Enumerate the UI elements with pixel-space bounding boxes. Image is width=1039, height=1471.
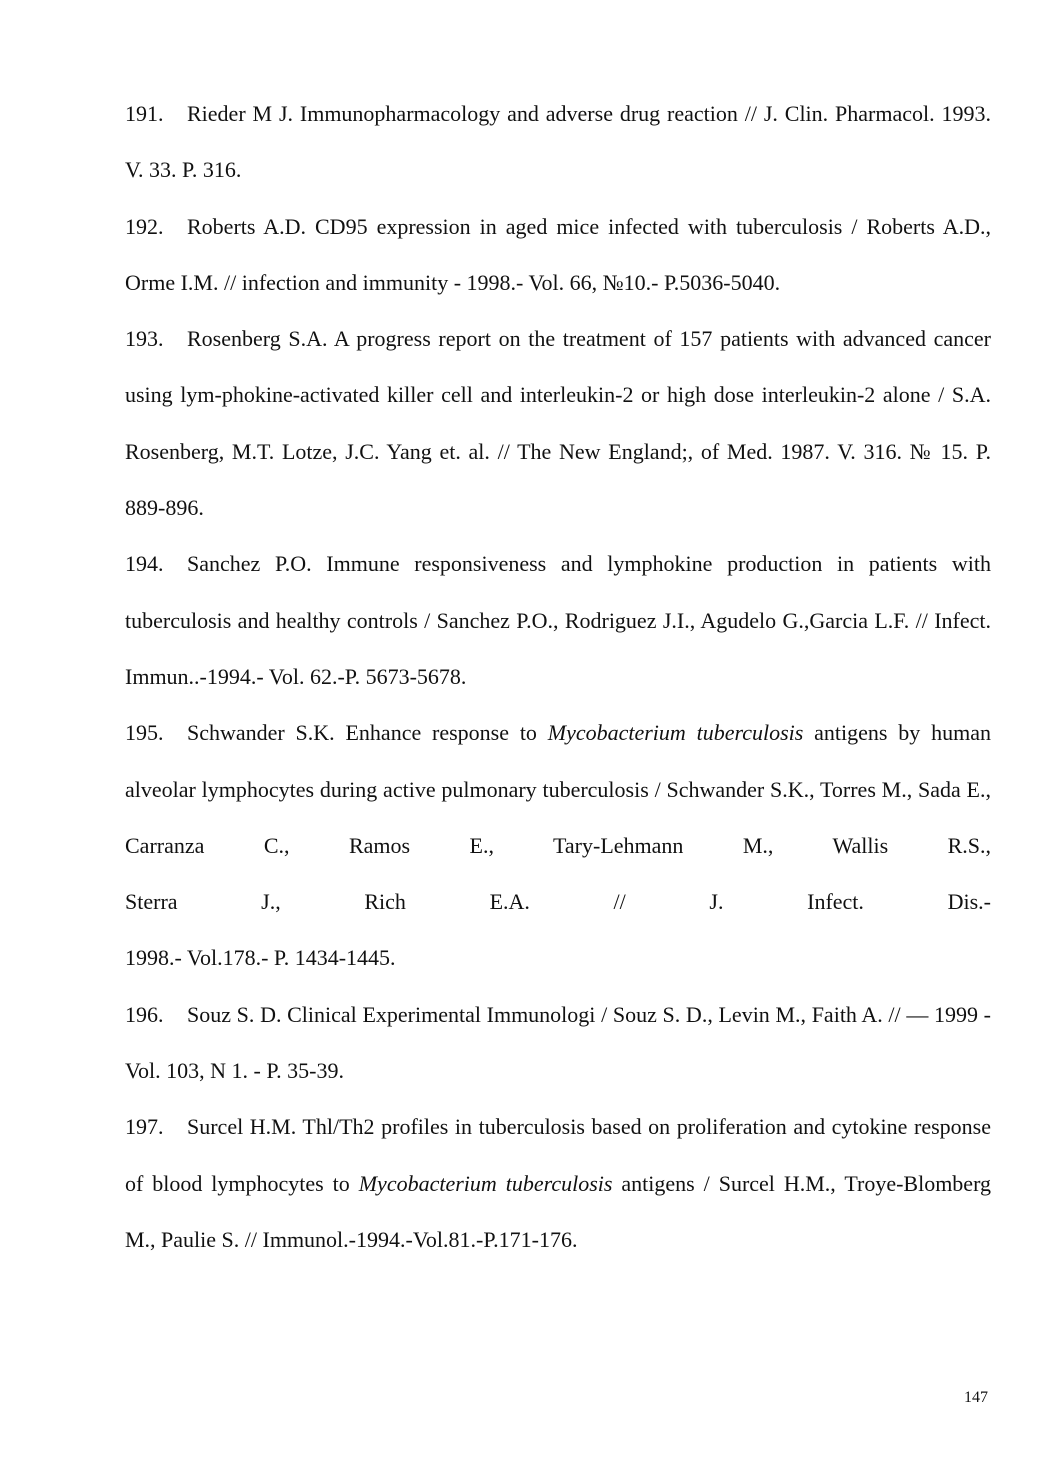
reference-number: 196. — [125, 1001, 164, 1027]
spread-word: Sterra — [125, 889, 178, 915]
reference-text: 1998.- Vol.178.- P. 1434-1445. — [125, 945, 396, 971]
reference-195-spread-line — [125, 874, 991, 930]
reference-196 — [125, 987, 991, 1100]
reference-194 — [125, 536, 991, 705]
reference-number: 197. — [125, 1114, 164, 1140]
reference-number: 191. — [125, 101, 164, 126]
reference-number: 193. — [125, 326, 164, 352]
page-number: 147 — [964, 1389, 988, 1406]
reference-text: Sanchez P.O. Immune responsiveness and lymphokine production in patients with tuberculosis and healthy controls / Sanchez P.O., Rodriguez J.I., Agudelo G.,Garcia L.F. // Infect. Immun..-1994.- Vol. 62.-P. 5673-5678. — [125, 551, 991, 689]
spread-word: J., — [261, 889, 281, 915]
spread-word: Dis.- — [947, 889, 991, 915]
reference-text: Rosenberg S.A. A progress report on the treatment of 157 patients with advanced cancer using lym-phokine-activated killer cell and interleukin-2 or high dose interleukin-2 alone / S.A. Rosenberg, M.T. Lotze, J.C. Yang et. al. // The New England;, of Med. 1987. V. 316. № 15. P. 889-896. — [125, 326, 991, 521]
reference-text: Souz S. D. Clinical Experimental Immunologi / Souz S. D., Levin M., Faith A. // — 1999 -Vol. 103, N 1. - P. 35-39. — [125, 1001, 991, 1084]
reference-195 — [125, 705, 991, 986]
reference-195-tail — [125, 930, 991, 986]
reference-192 — [125, 199, 991, 312]
species-name: Mycobacterium tuberculosis — [547, 720, 804, 746]
reference-191 — [125, 86, 991, 199]
reference-text: Surcel H.M. Thl/Th2 profiles in tuberculosis based on proliferation and cytokine response of blood lymphocytes to — [125, 1114, 991, 1196]
reference-193 — [125, 311, 991, 536]
reference-197 — [125, 1099, 991, 1268]
reference-text: Roberts A.D. CD95 expression in aged mice infected with tuberculosis / Roberts A.D., Orme I.M. // infection and immunity - 1998.- Vol. 66, №10.- P.5036-5040. — [125, 213, 991, 295]
spread-word: E.A. — [489, 889, 530, 915]
reference-text: Rieder M J. Immunopharmacology and adverse drug reaction // J. Clin. Pharmacol. 1993. V. 33. P. 316. — [125, 101, 991, 183]
reference-number: 195. — [125, 720, 164, 746]
spread-word: J. — [709, 889, 724, 915]
reference-195-body — [125, 705, 991, 874]
spread-word: // — [613, 889, 626, 915]
reference-list — [125, 86, 991, 1268]
reference-number: 194. — [125, 551, 164, 577]
species-name: Mycobacterium tuberculosis — [358, 1170, 613, 1196]
reference-text: Schwander S.K. Enhance response to — [187, 720, 548, 746]
reference-number: 192. — [125, 213, 164, 239]
spread-word: Infect. — [807, 889, 864, 915]
reference-text: antigens by human alveolar lymphocytes during active pulmonary tuberculosis / Schwander S.K., Torres M., Sada E., Carranza C., Ramos E., Tary-Lehmann M., Wallis R.S., — [125, 720, 991, 858]
spread-word: Rich — [364, 889, 406, 915]
reference-text: antigens / Surcel H.M., Troye-Blomberg M., Paulie S. // Immunol.-1994.-Vol.81.-P.171-176. — [125, 1170, 992, 1252]
